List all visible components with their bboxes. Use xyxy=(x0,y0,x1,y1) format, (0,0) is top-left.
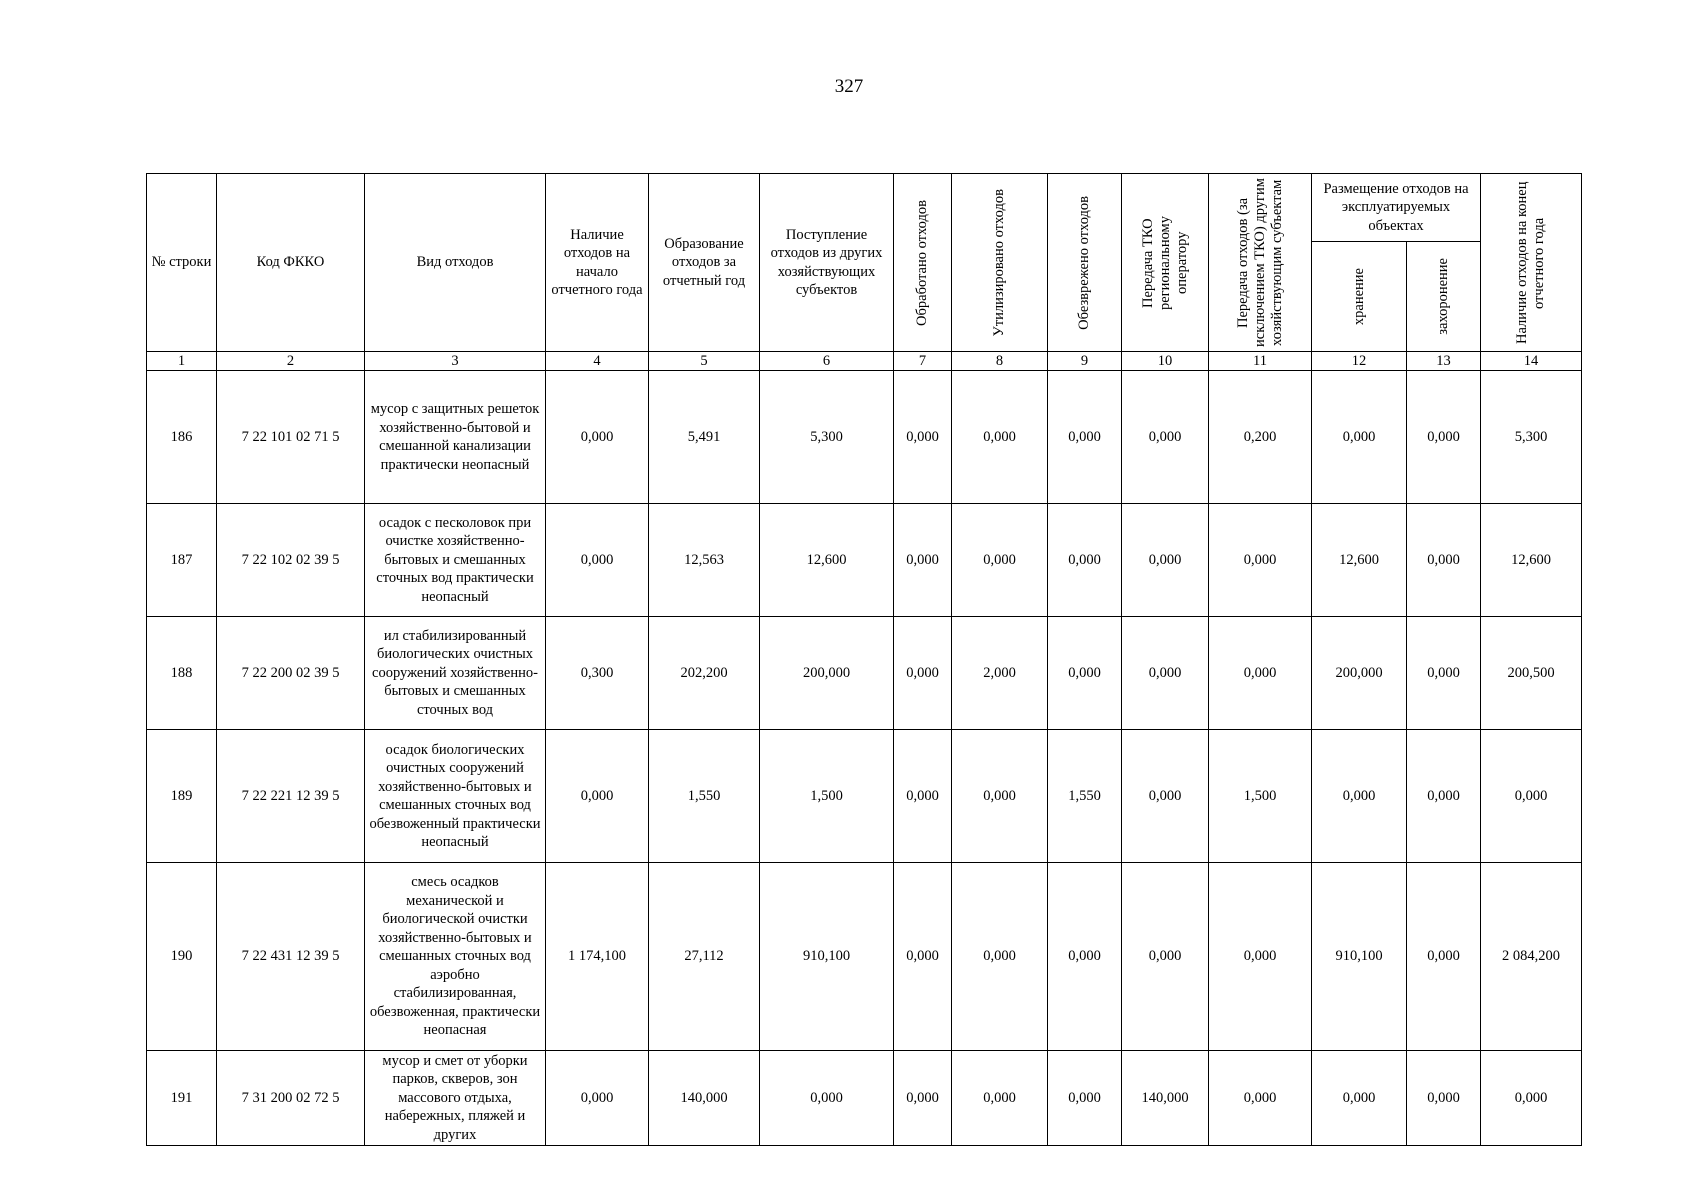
cell-value: 12,563 xyxy=(649,504,760,617)
cell-value: 0,000 xyxy=(1312,730,1407,863)
header-burial xyxy=(1407,242,1481,352)
cell-value: 2,000 xyxy=(952,617,1048,730)
cell-kind: мусор и смет от уборки парков, скверов, зон массового отдыха, набережных, пляжей и других xyxy=(365,1051,546,1146)
column-number: 11 xyxy=(1209,352,1312,371)
header-placement-group: Размещение отходов на эксплуатируемых объектах xyxy=(1312,174,1481,242)
cell-kind: осадок биологических очистных сооружений хозяйственно-бытовых и смешанных сточных вод обезвоженный практически неопасный xyxy=(365,730,546,863)
header-tko-transfer xyxy=(1122,174,1209,352)
cell-value: 0,000 xyxy=(1122,504,1209,617)
column-number: 7 xyxy=(894,352,952,371)
cell-value: 0,000 xyxy=(1481,1051,1582,1146)
column-number: 3 xyxy=(365,352,546,371)
cell-kind: ил стабилизированный биологических очистных сооружений хозяйственно-бытовых и смешанных сточных вод xyxy=(365,617,546,730)
cell-value: 12,600 xyxy=(1481,504,1582,617)
cell-value: 1,550 xyxy=(1048,730,1122,863)
waste-table xyxy=(146,173,1582,1146)
cell-value: 200,000 xyxy=(1312,617,1407,730)
cell-code: 7 22 102 02 39 5 xyxy=(217,504,365,617)
cell-code: 7 22 200 02 39 5 xyxy=(217,617,365,730)
cell-value: 0,000 xyxy=(952,504,1048,617)
cell-value: 1,500 xyxy=(760,730,894,863)
cell-value: 200,500 xyxy=(1481,617,1582,730)
cell-value: 0,000 xyxy=(1209,1051,1312,1146)
header-burial-text: захоронение xyxy=(1435,258,1451,335)
cell-value: 0,000 xyxy=(894,371,952,504)
header-start: Наличие отходов на начало отчетного года xyxy=(546,174,649,352)
cell-value: 0,000 xyxy=(1312,371,1407,504)
cell-value: 0,000 xyxy=(1122,371,1209,504)
cell-value: 0,000 xyxy=(546,504,649,617)
column-number: 14 xyxy=(1481,352,1582,371)
header-neutralized-text: Обезврежено отходов xyxy=(1076,195,1092,330)
column-number: 2 xyxy=(217,352,365,371)
cell-value: 0,000 xyxy=(1048,504,1122,617)
cell-value: 0,000 xyxy=(952,730,1048,863)
cell-value: 0,000 xyxy=(1048,863,1122,1051)
table-row xyxy=(147,1051,1582,1146)
table-row xyxy=(147,371,1582,504)
column-number: 13 xyxy=(1407,352,1481,371)
cell-value: 0,200 xyxy=(1209,371,1312,504)
header-formed: Образование отходов за отчетный год xyxy=(649,174,760,352)
cell-kind: смесь осадков механической и биологической очистки хозяйственно-бытовых и смешанных сточных вод аэробно стабилизированная, обезвоженная, практически неопасная xyxy=(365,863,546,1051)
cell-row-no: 191 xyxy=(147,1051,217,1146)
cell-value: 5,491 xyxy=(649,371,760,504)
cell-code: 7 31 200 02 72 5 xyxy=(217,1051,365,1146)
header-storage xyxy=(1312,242,1407,352)
cell-row-no: 189 xyxy=(147,730,217,863)
cell-kind: осадок с песколовок при очистке хозяйственно-бытовых и смешанных сточных вод практически неопасный xyxy=(365,504,546,617)
cell-value: 1 174,100 xyxy=(546,863,649,1051)
cell-value: 0,000 xyxy=(546,730,649,863)
cell-row-no: 187 xyxy=(147,504,217,617)
cell-value: 0,000 xyxy=(1407,1051,1481,1146)
cell-value: 1,550 xyxy=(649,730,760,863)
header-neutralized xyxy=(1048,174,1122,352)
cell-value: 0,000 xyxy=(1407,863,1481,1051)
cell-row-no: 188 xyxy=(147,617,217,730)
cell-value: 0,000 xyxy=(952,1051,1048,1146)
cell-value: 0,000 xyxy=(1407,371,1481,504)
cell-value: 0,000 xyxy=(1122,863,1209,1051)
cell-value: 5,300 xyxy=(760,371,894,504)
header-end xyxy=(1481,174,1582,352)
cell-value: 0,000 xyxy=(1122,730,1209,863)
cell-value: 910,100 xyxy=(1312,863,1407,1051)
cell-code: 7 22 431 12 39 5 xyxy=(217,863,365,1051)
header-end-text: Наличие отходов на конец отчетного года xyxy=(1514,181,1548,344)
header-transfer-other-text: Передача отходов (за исключением ТКО) другим хозяйствующим субъектам xyxy=(1234,178,1285,347)
column-numbers-row xyxy=(147,352,1582,371)
cell-value: 0,000 xyxy=(894,1051,952,1146)
column-number: 4 xyxy=(546,352,649,371)
header-processed xyxy=(894,174,952,352)
cell-value: 0,000 xyxy=(1048,371,1122,504)
header-utilized xyxy=(952,174,1048,352)
column-number: 6 xyxy=(760,352,894,371)
header-storage-text: хранение xyxy=(1350,267,1367,326)
cell-value: 140,000 xyxy=(649,1051,760,1146)
header-tko-transfer-text: Передача ТКО региональному оператору xyxy=(1139,215,1190,310)
table-row xyxy=(147,730,1582,863)
cell-value: 0,000 xyxy=(1048,1051,1122,1146)
header-row-no: № строки xyxy=(147,174,217,352)
cell-value: 910,100 xyxy=(760,863,894,1051)
cell-value: 0,000 xyxy=(1209,504,1312,617)
column-number: 12 xyxy=(1312,352,1407,371)
cell-value: 0,000 xyxy=(894,504,952,617)
cell-value: 202,200 xyxy=(649,617,760,730)
cell-value: 0,000 xyxy=(546,371,649,504)
cell-value: 5,300 xyxy=(1481,371,1582,504)
cell-value: 0,000 xyxy=(1407,617,1481,730)
cell-value: 0,000 xyxy=(952,863,1048,1051)
cell-code: 7 22 101 02 71 5 xyxy=(217,371,365,504)
cell-value: 12,600 xyxy=(1312,504,1407,617)
table-row xyxy=(147,617,1582,730)
cell-value: 140,000 xyxy=(1122,1051,1209,1146)
cell-value: 0,000 xyxy=(1407,504,1481,617)
cell-value: 0,000 xyxy=(1209,863,1312,1051)
cell-value: 0,000 xyxy=(1122,617,1209,730)
column-number: 9 xyxy=(1048,352,1122,371)
cell-kind: мусор с защитных решеток хозяйственно-бытовой и смешанной канализации практически неопасный xyxy=(365,371,546,504)
cell-value: 2 084,200 xyxy=(1481,863,1582,1051)
cell-value: 0,000 xyxy=(1407,730,1481,863)
header-received: Поступление отходов из других хозяйствующих субъектов xyxy=(760,174,894,352)
table-row xyxy=(147,863,1582,1051)
cell-value: 0,000 xyxy=(1048,617,1122,730)
cell-row-no: 186 xyxy=(147,371,217,504)
cell-value: 0,300 xyxy=(546,617,649,730)
cell-value: 0,000 xyxy=(952,371,1048,504)
header-utilized-text: Утилизировано отходов xyxy=(991,188,1007,337)
cell-value: 200,000 xyxy=(760,617,894,730)
header-transfer-other xyxy=(1209,174,1312,352)
header-processed-text: Обработано отходов xyxy=(914,199,930,326)
cell-value: 12,600 xyxy=(760,504,894,617)
column-number: 5 xyxy=(649,352,760,371)
table-row xyxy=(147,504,1582,617)
cell-value: 27,112 xyxy=(649,863,760,1051)
cell-value: 0,000 xyxy=(894,863,952,1051)
header-kind: Вид отходов xyxy=(365,174,546,352)
header-code: Код ФККО xyxy=(217,174,365,352)
cell-code: 7 22 221 12 39 5 xyxy=(217,730,365,863)
page-number: 327 xyxy=(834,76,864,97)
column-number: 1 xyxy=(147,352,217,371)
column-number: 10 xyxy=(1122,352,1209,371)
cell-value: 0,000 xyxy=(894,730,952,863)
cell-value: 0,000 xyxy=(1481,730,1582,863)
cell-value: 0,000 xyxy=(894,617,952,730)
column-number: 8 xyxy=(952,352,1048,371)
cell-value: 0,000 xyxy=(1312,1051,1407,1146)
cell-value: 0,000 xyxy=(760,1051,894,1146)
cell-row-no: 190 xyxy=(147,863,217,1051)
cell-value: 0,000 xyxy=(1209,617,1312,730)
cell-value: 1,500 xyxy=(1209,730,1312,863)
cell-value: 0,000 xyxy=(546,1051,649,1146)
